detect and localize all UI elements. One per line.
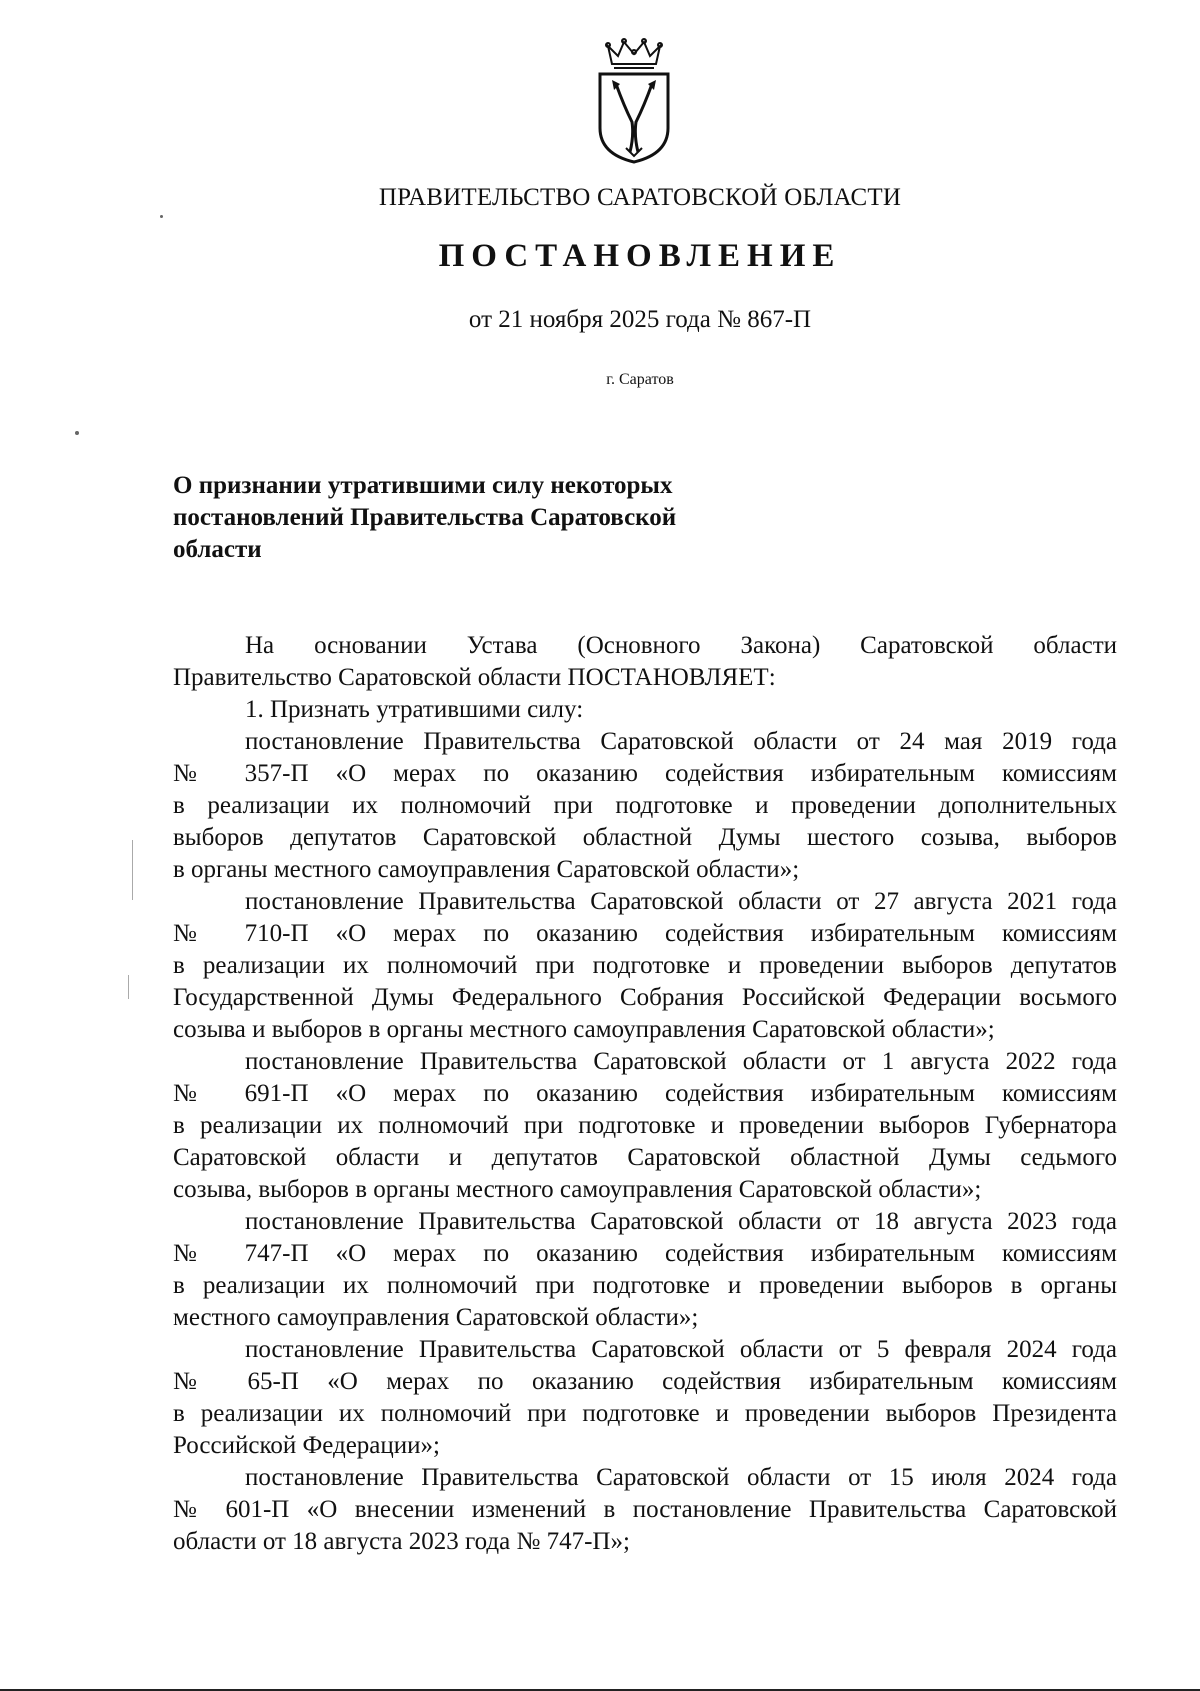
title-line: постановлений Правительства Саратовской	[173, 504, 677, 531]
document-title	[173, 470, 763, 566]
entry-line: в реализации их полномочий при подготовке и проведении выборов в органы	[173, 1272, 1117, 1299]
organization-name: ПРАВИТЕЛЬСТВО САРАТОВСКОЙ ОБЛАСТИ	[378, 184, 902, 211]
entry-line: постановление Правительства Саратовской области от 1 августа 2022 года	[245, 1048, 1117, 1075]
item-heading: 1. Признать утратившими силу:	[245, 696, 584, 723]
entry-line: Государственной Думы Федерального Собрания Российской Федерации восьмого	[173, 984, 1117, 1011]
saratov-coat-of-arms-emblem	[594, 36, 674, 164]
entry-line: Российской Федерации»;	[173, 1432, 440, 1459]
entry-line: № 710-П «О мерах по оказанию содействия избирательным комиссиям	[173, 920, 1117, 947]
entry-line: № 601-П «О внесении изменений в постановление Правительства Саратовской	[173, 1496, 1117, 1523]
document-body	[173, 630, 1117, 1558]
entry-line: № 691-П «О мерах по оказанию содействия избирательным комиссиям	[173, 1080, 1117, 1107]
entry-line: в реализации их полномочий при подготовке и проведении дополнительных	[173, 792, 1117, 819]
entry-line: постановление Правительства Саратовской области от 18 августа 2023 года	[245, 1208, 1117, 1235]
document-type-heading: ПОСТАНОВЛЕНИЕ	[438, 238, 842, 274]
entry-line: № 65-П «О мерах по оказанию содействия избирательным комиссиям	[173, 1368, 1117, 1395]
intro-line: На основании Устава (Основного Закона) Саратовской области	[245, 632, 1117, 659]
title-line: О признании утратившими силу некоторых	[173, 472, 673, 499]
scan-speck	[160, 215, 163, 218]
entry-line: местного самоуправления Саратовской области»;	[173, 1304, 699, 1331]
entry-line: постановление Правительства Саратовской области от 24 мая 2019 года	[245, 728, 1117, 755]
entry-line: в органы местного самоуправления Саратовской области»;	[173, 856, 800, 883]
entry-line: постановление Правительства Саратовской области от 5 февраля 2024 года	[245, 1336, 1117, 1363]
intro-line: Правительство Саратовской области ПОСТАНОВЛЯЕТ:	[173, 664, 776, 691]
entry-line: в реализации их полномочий при подготовке и проведении выборов Губернатора	[173, 1112, 1117, 1139]
entry-line: в реализации их полномочий при подготовке и проведении выборов депутатов	[173, 952, 1117, 979]
entry-line: постановление Правительства Саратовской области от 15 июля 2024 года	[245, 1464, 1117, 1491]
document-date-number: от 21 ноября 2025 года № 867-П	[468, 306, 812, 333]
document-city: г. Саратов	[606, 371, 674, 388]
title-line: области	[173, 536, 262, 563]
entry-line: № 357-П «О мерах по оказанию содействия избирательным комиссиям	[173, 760, 1117, 787]
scan-speck	[75, 431, 79, 435]
entry-line: № 747-П «О мерах по оказанию содействия избирательным комиссиям	[173, 1240, 1117, 1267]
entry-line: в реализации их полномочий при подготовке и проведении выборов Президента	[173, 1400, 1117, 1427]
scan-speck	[132, 840, 133, 900]
entry-line: постановление Правительства Саратовской области от 27 августа 2021 года	[245, 888, 1117, 915]
entry-line: Саратовской области и депутатов Саратовской областной Думы седьмого	[173, 1144, 1117, 1171]
entry-line: выборов депутатов Саратовской областной Думы шестого созыва, выборов	[173, 824, 1117, 851]
entry-line: созыва и выборов в органы местного самоуправления Саратовской области»;	[173, 1016, 995, 1043]
entry-line: области от 18 августа 2023 года № 747-П»;	[173, 1528, 630, 1555]
scan-speck	[128, 975, 129, 999]
entry-line: созыва, выборов в органы местного самоуправления Саратовской области»;	[173, 1176, 982, 1203]
